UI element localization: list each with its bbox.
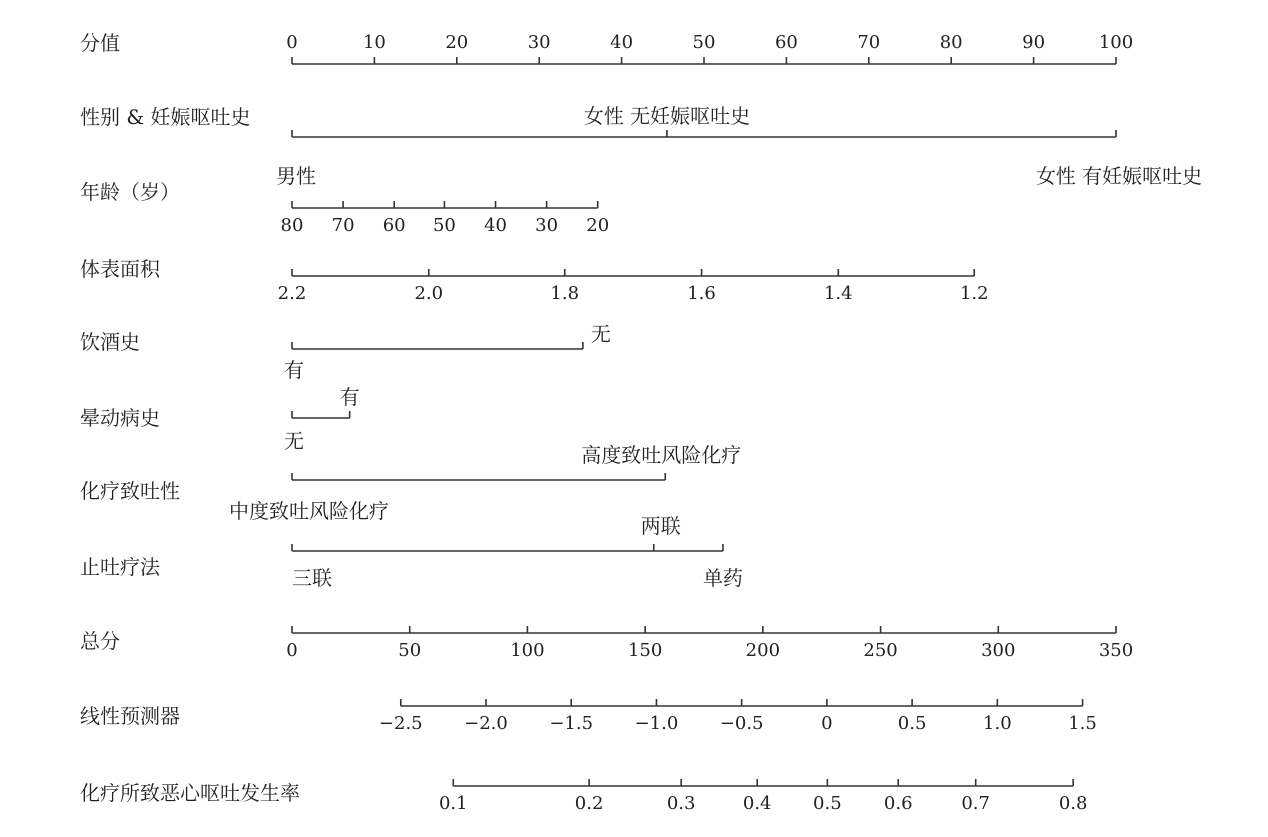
points-tick-label: 0	[286, 32, 298, 53]
total-tick-label: 0	[286, 640, 298, 661]
age-tick-label: 20	[586, 215, 610, 236]
probability-tick-label: 0.2	[574, 793, 604, 814]
probability-tick-label: 0.4	[742, 793, 772, 814]
total-tick-label: 100	[510, 640, 545, 661]
linear_predictor-tick-label: 1.5	[1068, 713, 1097, 734]
total-tick-label: 250	[863, 640, 898, 661]
row-label-linear_predictor: 线性预测器	[80, 704, 180, 728]
antiemetic-level-label: 三联	[292, 566, 332, 590]
emetogenicity-level-label: 高度致吐风险化疗	[581, 443, 742, 467]
total-tick-label: 150	[627, 640, 663, 661]
age-tick-label: 80	[280, 215, 304, 236]
linear_predictor-tick-label: −0.5	[719, 713, 764, 734]
sex_hyperemesis-level-label: 男性	[276, 164, 316, 188]
antiemetic-level-label: 单药	[702, 566, 743, 590]
sex_hyperemesis-level-label: 女性 有妊娠呕吐史	[1035, 164, 1203, 188]
row-label-total: 总分	[80, 629, 120, 653]
row-label-probability: 化疗所致恶心呕吐发生率	[80, 781, 300, 805]
bsa-tick-label: 1.8	[550, 283, 580, 304]
linear_predictor-tick-label: −2.5	[378, 713, 423, 734]
row-label-antiemetic: 止吐疗法	[80, 555, 160, 579]
total-tick-label: 200	[745, 640, 781, 661]
alcohol-level-label: 无	[590, 322, 611, 346]
probability-tick-label: 0.1	[438, 793, 468, 814]
points-tick-label: 90	[1022, 32, 1046, 53]
linear_predictor-tick-label: 0.5	[897, 713, 927, 734]
row-label-emetogenicity: 化疗致吐性	[80, 479, 180, 503]
row-label-alcohol: 饮酒史	[80, 330, 140, 354]
points-tick-label: 50	[692, 32, 716, 53]
age-tick-label: 50	[432, 215, 456, 236]
row-label-bsa: 体表面积	[80, 257, 160, 281]
points-tick-label: 30	[527, 32, 551, 53]
points-tick-label: 80	[939, 32, 963, 53]
probability-tick-label: 0.3	[666, 793, 696, 814]
total-tick-label: 50	[398, 640, 422, 661]
row-label-motion_sickness: 晕动病史	[80, 406, 160, 430]
row-label-sex_hyperemesis: 性别 & 妊娠呕吐史	[80, 105, 251, 129]
linear_predictor-tick-label: −2.0	[464, 713, 508, 734]
points-tick-label: 70	[857, 32, 881, 53]
bsa-tick-label: 1.2	[959, 283, 989, 304]
points-tick-label: 60	[774, 32, 798, 53]
row-label-points: 分值	[80, 31, 120, 55]
points-tick-label: 10	[362, 32, 386, 53]
probability-tick-label: 0.8	[1058, 793, 1088, 814]
motion_sickness-level-label: 无	[284, 429, 304, 453]
alcohol-level-label: 有	[284, 358, 304, 382]
antiemetic-level-label: 两联	[640, 514, 681, 538]
probability-tick-label: 0.5	[813, 793, 842, 814]
linear_predictor-tick-label: 1.0	[983, 713, 1012, 734]
linear_predictor-tick-label: 0	[821, 713, 833, 734]
emetogenicity-level-label: 中度致吐风险化疗	[229, 499, 389, 523]
row-label-age: 年龄（岁）	[80, 180, 180, 204]
total-tick-label: 300	[981, 640, 1016, 661]
bsa-tick-label: 2.0	[414, 283, 444, 304]
age-tick-label: 40	[484, 215, 507, 236]
points-tick-label: 20	[445, 32, 469, 53]
bsa-tick-label: 2.2	[277, 283, 307, 304]
total-tick-label: 350	[1098, 640, 1134, 661]
probability-tick-label: 0.7	[961, 793, 991, 814]
linear_predictor-tick-label: −1.0	[634, 713, 679, 734]
sex_hyperemesis-level-label: 女性 无妊娠呕吐史	[583, 104, 751, 128]
age-tick-label: 30	[535, 215, 559, 236]
motion_sickness-level-label: 有	[339, 385, 360, 409]
points-tick-label: 40	[610, 32, 634, 53]
bsa-tick-label: 1.4	[823, 283, 853, 304]
linear_predictor-tick-label: −1.5	[549, 713, 594, 734]
probability-tick-label: 0.6	[883, 793, 913, 814]
age-tick-label: 70	[331, 215, 355, 236]
bsa-tick-label: 1.6	[687, 283, 716, 304]
age-tick-label: 60	[382, 215, 406, 236]
points-tick-label: 100	[1098, 32, 1134, 53]
